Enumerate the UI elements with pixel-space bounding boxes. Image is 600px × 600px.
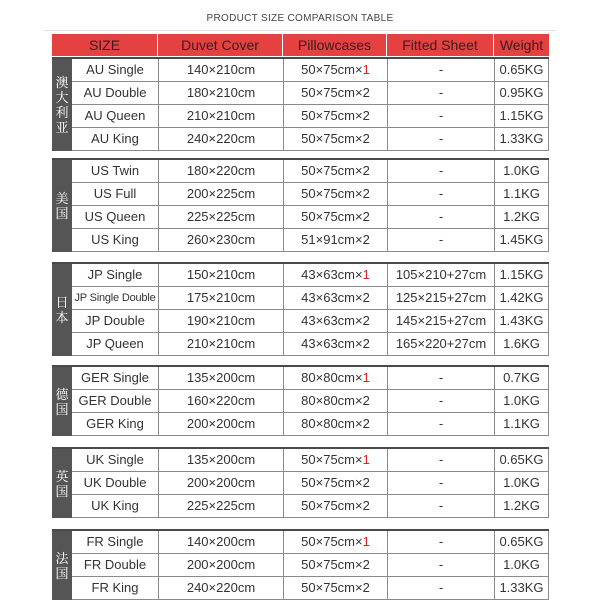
pillow-size-text: 43×63cm×: [301, 267, 363, 282]
cell-fitted-sheet: 145×215+27cm: [387, 310, 494, 332]
pillow-size-text: 43×63cm×: [301, 313, 363, 328]
pillow-size-text: 50×75cm×: [301, 163, 363, 178]
cell-pillowcases: [283, 128, 387, 150]
region-label: [52, 59, 72, 151]
table-row: [72, 264, 549, 287]
cell-fitted-sheet: 165×220+27cm: [387, 333, 494, 355]
region-group: [52, 447, 549, 518]
pillow-qty: 2: [362, 475, 370, 490]
pillow-qty: 2: [362, 313, 370, 328]
cell-size: US King: [91, 232, 139, 247]
region-label-char: 国: [55, 401, 69, 417]
cell-size: JP Single: [87, 267, 143, 282]
region-label-char: 国: [55, 206, 69, 221]
pillow-size-text: 80×80cm×: [301, 416, 363, 431]
cell-size: GER Single: [81, 370, 149, 385]
cell-weight: 1.33KG: [494, 128, 549, 150]
region-group: [52, 158, 549, 252]
cell-duvet-cover: 180×210cm: [158, 82, 283, 104]
cell-pillowcases: [283, 531, 387, 553]
cell-pillowcases: [283, 105, 387, 127]
cell-size: JP Queen: [86, 336, 144, 351]
region-group: [52, 365, 549, 436]
table-row: [72, 495, 549, 518]
pillow-qty: 2: [362, 232, 370, 247]
cell-duvet-cover: 200×200cm: [158, 554, 283, 576]
region-label: [52, 160, 72, 252]
region-group: [52, 529, 549, 600]
cell-duvet-cover: 150×210cm: [158, 264, 283, 286]
cell-weight: 0.65KG: [494, 59, 549, 81]
cell-size: FR Single: [86, 534, 144, 549]
region-label-char: 国: [55, 483, 69, 499]
cell-fitted-sheet: -: [387, 206, 494, 228]
cell-duvet-cover: 200×200cm: [158, 472, 283, 494]
cell-weight: 0.65KG: [494, 449, 549, 471]
region-group: [52, 57, 549, 151]
table-row: [72, 82, 549, 105]
cell-duvet-cover: 210×210cm: [158, 333, 283, 355]
pillow-size-text: 80×80cm×: [301, 393, 363, 408]
table-row: [72, 449, 549, 472]
cell-pillowcases: [283, 310, 387, 332]
cell-weight: 1.43KG: [494, 310, 549, 332]
cell-pillowcases: [283, 59, 387, 81]
cell-duvet-cover: 200×200cm: [158, 413, 283, 435]
pillow-size-text: 50×75cm×: [301, 85, 363, 100]
region-label-char: 本: [55, 310, 69, 325]
cell-weight: 1.2KG: [494, 495, 549, 517]
cell-weight: 0.95KG: [494, 82, 549, 104]
cell-fitted-sheet: -: [387, 495, 494, 517]
table-row: [72, 333, 549, 356]
cell-pillowcases: [283, 229, 387, 251]
pillow-size-text: 50×75cm×: [301, 557, 363, 572]
table-row: [72, 287, 549, 310]
pillow-qty: 1: [362, 62, 370, 77]
cell-weight: 1.45KG: [494, 229, 549, 251]
cell-size: UK King: [91, 498, 139, 513]
table-row: [72, 554, 549, 577]
cell-weight: 1.6KG: [494, 333, 549, 355]
cell-weight: 0.7KG: [494, 367, 549, 389]
cell-duvet-cover: 135×200cm: [158, 449, 283, 471]
region-label: [52, 531, 72, 600]
column-header-pillowcases: Pillowcases: [283, 34, 387, 56]
table-row: [72, 531, 549, 554]
cell-pillowcases: [283, 82, 387, 104]
cell-weight: 1.0KG: [494, 554, 549, 576]
cell-duvet-cover: 240×220cm: [158, 577, 283, 599]
pillow-size-text: 43×63cm×: [301, 290, 363, 305]
cell-weight: 0.65KG: [494, 531, 549, 553]
pillow-size-text: 50×75cm×: [301, 186, 363, 201]
region-label-char: 澳: [55, 75, 69, 90]
table-row: [72, 472, 549, 495]
cell-fitted-sheet: 125×215+27cm: [387, 287, 494, 309]
cell-pillowcases: [283, 472, 387, 494]
cell-pillowcases: [283, 367, 387, 389]
cell-fitted-sheet: -: [387, 128, 494, 150]
cell-duvet-cover: 210×210cm: [158, 105, 283, 127]
cell-weight: 1.42KG: [494, 287, 549, 309]
region-label: [52, 449, 72, 518]
cell-weight: 1.0KG: [494, 390, 549, 412]
cell-duvet-cover: 140×200cm: [158, 531, 283, 553]
cell-pillowcases: [283, 413, 387, 435]
cell-size: US Twin: [90, 163, 140, 178]
pillow-size-text: 50×75cm×: [301, 534, 363, 549]
cell-weight: 1.15KG: [494, 264, 549, 286]
table-row: [72, 206, 549, 229]
cell-fitted-sheet: -: [387, 82, 494, 104]
pillow-size-text: 51×91cm×: [301, 232, 363, 247]
cell-size: AU Single: [86, 62, 144, 77]
pillow-size-text: 50×75cm×: [301, 580, 363, 595]
column-header-size: SIZE: [52, 34, 158, 56]
cell-fitted-sheet: -: [387, 577, 494, 599]
cell-fitted-sheet: -: [387, 413, 494, 435]
pillow-qty: 2: [362, 85, 370, 100]
cell-fitted-sheet: -: [387, 367, 494, 389]
table-row: [72, 390, 549, 413]
pillow-qty: 1: [362, 452, 370, 467]
cell-size: AU Double: [83, 85, 147, 100]
cell-weight: 1.15KG: [494, 105, 549, 127]
pillow-qty: 1: [362, 370, 370, 385]
title-divider: [44, 30, 556, 31]
cell-pillowcases: [283, 449, 387, 471]
cell-size: AU Queen: [84, 108, 146, 123]
cell-weight: 1.0KG: [494, 472, 549, 494]
pillow-size-text: 50×75cm×: [301, 131, 363, 146]
table-row: [72, 59, 549, 82]
pillow-qty: 2: [362, 557, 370, 572]
cell-size: AU King: [91, 131, 139, 146]
region-label-char: 亚: [55, 120, 69, 135]
pillow-size-text: 50×75cm×: [301, 452, 363, 467]
cell-duvet-cover: 175×210cm: [158, 287, 283, 309]
cell-size: UK Double: [83, 475, 147, 490]
table-row: [72, 105, 549, 128]
page-title: PRODUCT SIZE COMPARISON TABLE: [206, 13, 394, 24]
region-label-char: 美: [55, 191, 69, 206]
pillow-qty: 2: [362, 131, 370, 146]
cell-size: GER King: [86, 416, 144, 431]
region-label: [52, 264, 72, 356]
cell-size: US Full: [93, 186, 137, 201]
pillow-size-text: 50×75cm×: [301, 108, 363, 123]
pillow-qty: 2: [362, 290, 370, 305]
pillow-size-text: 50×75cm×: [301, 62, 363, 77]
table-header: [52, 34, 549, 56]
region-label-char: 大: [55, 90, 69, 105]
cell-duvet-cover: 260×230cm: [158, 229, 283, 251]
cell-fitted-sheet: -: [387, 183, 494, 205]
cell-duvet-cover: 240×220cm: [158, 128, 283, 150]
table-row: [72, 577, 549, 600]
pillow-size-text: 50×75cm×: [301, 498, 363, 513]
region-label: [52, 367, 72, 436]
cell-pillowcases: [283, 577, 387, 599]
pillow-qty: 2: [362, 163, 370, 178]
table-row: [72, 413, 549, 436]
cell-pillowcases: [283, 264, 387, 286]
column-header-duvet-cover: Duvet Cover: [158, 34, 283, 56]
cell-size: JP Single Double: [74, 292, 156, 304]
cell-size: GER Double: [78, 393, 152, 408]
cell-size: UK Single: [86, 452, 144, 467]
cell-fitted-sheet: -: [387, 105, 494, 127]
pillow-qty: 2: [362, 108, 370, 123]
cell-duvet-cover: 190×210cm: [158, 310, 283, 332]
table-row: [72, 160, 549, 183]
table-row: [72, 310, 549, 333]
cell-weight: 1.1KG: [494, 183, 549, 205]
pillow-size-text: 50×75cm×: [301, 209, 363, 224]
column-header-fitted-sheet: Fitted Sheet: [387, 34, 494, 56]
cell-fitted-sheet: -: [387, 472, 494, 494]
pillow-qty: 2: [362, 416, 370, 431]
cell-duvet-cover: 225×225cm: [158, 495, 283, 517]
pillow-qty: 2: [362, 186, 370, 201]
cell-fitted-sheet: -: [387, 229, 494, 251]
table-row: [72, 229, 549, 252]
pillow-size-text: 80×80cm×: [301, 370, 363, 385]
cell-pillowcases: [283, 206, 387, 228]
cell-pillowcases: [283, 554, 387, 576]
cell-pillowcases: [283, 183, 387, 205]
table-row: [72, 367, 549, 390]
cell-duvet-cover: 225×225cm: [158, 206, 283, 228]
region-label-char: 德: [55, 386, 69, 402]
cell-fitted-sheet: 105×210+27cm: [387, 264, 494, 286]
pillow-qty: 1: [362, 267, 370, 282]
region-label-char: 法: [55, 550, 69, 566]
cell-duvet-cover: 200×225cm: [158, 183, 283, 205]
cell-weight: 1.0KG: [494, 160, 549, 182]
cell-size: FR Double: [83, 557, 147, 572]
cell-fitted-sheet: -: [387, 59, 494, 81]
column-header-weight: Weight: [499, 37, 544, 53]
table-row: [72, 183, 549, 206]
cell-pillowcases: [283, 287, 387, 309]
cell-fitted-sheet: -: [387, 160, 494, 182]
cell-duvet-cover: 180×220cm: [158, 160, 283, 182]
region-label-char: 日: [55, 295, 69, 310]
cell-weight: 1.2KG: [494, 206, 549, 228]
region-label-char: 国: [55, 565, 69, 581]
pillow-qty: 2: [362, 498, 370, 513]
cell-pillowcases: [283, 160, 387, 182]
table-row: [72, 128, 549, 151]
cell-fitted-sheet: -: [387, 554, 494, 576]
pillow-qty: 2: [362, 336, 370, 351]
cell-duvet-cover: 135×200cm: [158, 367, 283, 389]
pillow-qty: 2: [362, 580, 370, 595]
cell-fitted-sheet: -: [387, 531, 494, 553]
pillow-size-text: 50×75cm×: [301, 475, 363, 490]
cell-weight: 1.1KG: [494, 413, 549, 435]
cell-pillowcases: [283, 390, 387, 412]
cell-pillowcases: [283, 333, 387, 355]
region-group: [52, 262, 549, 356]
region-label-char: 英: [55, 468, 69, 484]
region-label-char: 利: [55, 105, 69, 120]
cell-fitted-sheet: -: [387, 390, 494, 412]
pillow-qty: 1: [362, 534, 370, 549]
cell-pillowcases: [283, 495, 387, 517]
pillow-size-text: 43×63cm×: [301, 336, 363, 351]
cell-size: FR King: [91, 580, 139, 595]
pillow-qty: 2: [362, 393, 370, 408]
cell-size: US Queen: [84, 209, 146, 224]
cell-weight: 1.33KG: [494, 577, 549, 599]
cell-duvet-cover: 160×220cm: [158, 390, 283, 412]
pillow-qty: 2: [362, 209, 370, 224]
cell-fitted-sheet: -: [387, 449, 494, 471]
cell-duvet-cover: 140×210cm: [158, 59, 283, 81]
cell-size: JP Double: [85, 313, 145, 328]
